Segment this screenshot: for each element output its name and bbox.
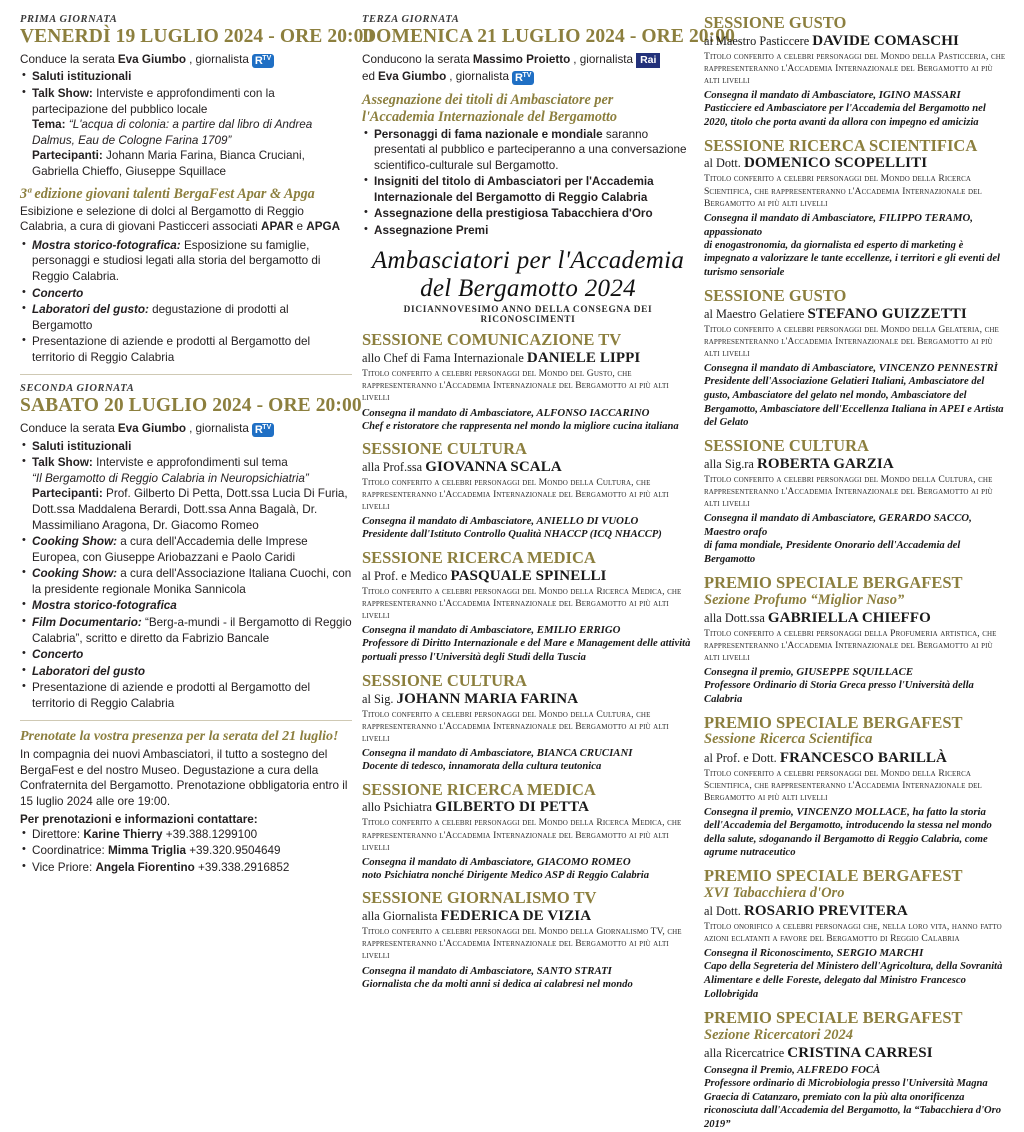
session-note: Professore ordinario di Microbiologia presso l'Università Magna Graecia di Catanzaro, premiato con la più alta onorificenza riconosciuta dall'Accademia del Bergamotto, la “Tabacchiera d'Oro 2019” (704, 1077, 1002, 1131)
item-rest: Interviste e approfondimenti sul tema (92, 456, 288, 470)
recipient-name: DANIELE LIPPI (526, 350, 641, 367)
recipient-prefix: allo Chef di Fama Internazionale (362, 351, 527, 366)
day1-subhead: 3ª edizione giovani talenti BergaFest Apar & Apga (20, 186, 315, 203)
session-note: Professore Ordinario di Storia Greca presso l'Università della Calabria (704, 680, 974, 705)
session-heading: SESSIONE COMUNICAZIONE TV (362, 330, 622, 350)
session-block (704, 867, 1008, 1002)
right-session-list (704, 14, 1008, 1132)
session-block (362, 440, 694, 542)
session-note: dell'Accademia del Bergamotto, introducendo la stessa nel mondo della salute, sdoganando il Bergamotto di Reggio Calabria, come agrume nutraceutico (704, 819, 992, 859)
session-mandate: Consegna il mandato di Ambasciatore, BIANCA CRUCIANI (362, 746, 633, 759)
recipient-prefix: al Maestro Gelatiere (704, 306, 808, 321)
day3-host2-role: , giornalista (449, 70, 509, 84)
session-subheading: Sezione Profumo “Miglior Naso” (704, 591, 905, 608)
session-recipient (704, 305, 1008, 323)
recipient-prefix: al Maestro Pasticcere (704, 33, 813, 48)
session-recipient (704, 609, 1008, 627)
recipient-name: JOHANN MARIA FARINA (396, 690, 579, 707)
list-item (20, 860, 352, 876)
session-note: Chef e ristoratore che rappresenta nel mondo la migliore cucina italiana (362, 420, 679, 432)
session-mandate: Consegna il mandato di Ambasciatore, EMILIO ERRIGO (362, 624, 621, 637)
session-heading: SESSIONE CULTURA (362, 670, 527, 690)
session-heading: SESSIONE RICERCA SCIENTIFICA (704, 135, 978, 155)
item-lead: Saluti istituzionali (32, 70, 132, 84)
day2-kicker: SECONDA GIORNATA (20, 383, 135, 395)
session-block (704, 14, 1008, 130)
session-heading: SESSIONE GUSTO (704, 286, 847, 306)
item-rest: Presentazione di aziende e prodotti al Bergamotto del territorio di Reggio Calabria (32, 681, 311, 710)
item-lead: Cooking Show: (32, 567, 118, 581)
list-item (20, 598, 352, 614)
contact-role: Direttore: (32, 827, 84, 841)
session-block (362, 781, 694, 883)
list-item (20, 566, 352, 597)
recipient-name: FRANCESCO BARILLÀ (779, 749, 947, 766)
session-note: Presidente dell'Associazione Gelatieri Italiani, Ambasciatore del gusto, Ambasciatore del gelato nel mondo, Ambasciatore del Bergamotto, Ambasciatore dell'Eccellenza Italiana in APEI e Artista del Gelato (704, 376, 1004, 429)
item-rest: saranno presentati al pubblico e parteciperanno a una conversazione scientifico-culturale sul Bergamotto. (374, 127, 687, 172)
item-lead: Insigniti del titolo di Ambasciatori per l'Accademia Internazionale del Bergamotto di Reggio Calabria (374, 175, 654, 204)
list-item (20, 439, 352, 455)
contact-heading: Per prenotazioni e informazioni contattare: (20, 812, 258, 826)
session-recipient (704, 1044, 1008, 1062)
rtv-logo-icon: R TV (512, 71, 534, 85)
day2-host-prefix: Conduce la serata (20, 422, 115, 436)
day3-host1-name: Massimo Proietto (472, 53, 571, 66)
list-item (362, 206, 694, 222)
divider (20, 374, 352, 375)
recipient-prefix: alla Sig.ra (704, 456, 757, 471)
session-heading: PREMIO SPECIALE BERGAFEST (704, 1007, 963, 1027)
item-lead: Film Documentario: (32, 615, 142, 629)
session-subheading: Sessione Ricerca Scientifica (704, 731, 873, 748)
session-mandate: Consegna il mandato di Ambasciatore, SANTO STRATI (362, 964, 612, 977)
session-description: Titolo conferito a celebri personaggi del Mondo del Gusto, che rappresenteranno l'Accademia Internazionale del Bergamotto ai più alti livelli (362, 368, 669, 404)
session-heading: PREMIO SPECIALE BERGAFEST (704, 572, 963, 592)
session-heading: SESSIONE CULTURA (362, 439, 527, 459)
day2-host-name: Eva Giumbo (117, 422, 187, 436)
recipient-name: ROSARIO PREVITERA (743, 903, 908, 920)
session-block (362, 549, 694, 665)
item-lead: Laboratori del gusto (32, 664, 145, 678)
session-block (704, 437, 1008, 567)
day2-title: SABATO 20 LUGLIO 2024 - ORE 20:00 (20, 395, 362, 417)
session-note: di enogastronomia, da giornalista ed esperto di marketing è impegnato a valorizzare le tante eccellenze, i territori e gli eventi del turismo sensoriale (704, 239, 1000, 279)
recipient-prefix: alla Prof.ssa (362, 460, 426, 475)
session-mandate: Consegna il mandato di Ambasciatore, GIACOMO ROMEO (362, 855, 631, 868)
recipient-name: GABRIELLA CHIEFFO (767, 609, 931, 626)
list-item (362, 127, 694, 174)
award-title (362, 247, 694, 303)
day1-host-name: Eva Giumbo (117, 53, 187, 66)
session-mandate: Consegna il mandato di Ambasciatore, GERARDO SACCO, Maestro orafo (704, 512, 972, 539)
day3-host-line-1 (362, 52, 694, 67)
award-subtitle: DICIANNOVESIMO ANNO DELLA CONSEGNA DEI RICONOSCIMENTI (403, 305, 653, 326)
recipient-prefix: al Dott. (704, 904, 744, 919)
session-description: Titolo conferito a celebri personaggi del Mondo della Giornalismo TV, che rappresenteranno l'Accademia Internazionale del Bergamotto ai più alti livelli (362, 926, 682, 962)
item-lead: Talk Show: (32, 456, 93, 470)
day3-items (362, 127, 694, 239)
item-rest: Presentazione di aziende e prodotti al Bergamotto del territorio di Reggio Calabria (32, 335, 311, 364)
day3-kicker: TERZA GIORNATA (362, 14, 460, 25)
list-item (20, 647, 352, 663)
item-lead: Mostra storico-fotografica (32, 599, 177, 613)
list-item (20, 302, 352, 333)
session-description: Titolo conferito a celebri personaggi della Profumeria artistica, che rappresenteranno l'Accademia Internazionale del Bergamotto ai più alti livelli (704, 627, 997, 663)
recipient-prefix: al Prof. e Medico (362, 568, 451, 583)
session-recipient (704, 902, 1008, 920)
session-mandate: Consegna il mandato di Ambasciatore, VINCENZO PENNESTRÌ (704, 362, 998, 375)
session-note: Professore di Diritto Internazionale e del Mare e Management delle attività portuali presso l'Università degli Studi della Tuscia (362, 638, 691, 663)
day2-items2 (20, 534, 352, 711)
partecipanti-label: Partecipanti: (32, 487, 103, 501)
session-recipient (362, 567, 694, 585)
list-item (20, 615, 352, 646)
item-lead: Concerto (32, 286, 84, 300)
session-heading: PREMIO SPECIALE BERGAFEST (704, 866, 963, 886)
rtv-logo-icon: R TV (252, 423, 274, 437)
award-title-line2: del Bergamotto 2024 (420, 275, 636, 303)
session-recipient (362, 458, 694, 476)
column-days (20, 14, 374, 874)
session-mandate: Consegna il Riconoscimento, SERGIO MARCHI (704, 947, 924, 960)
session-description: Titolo conferito a celebri personaggi del Mondo della Cultura, che rappresenteranno l'Accademia Internazionale del Bergamotto ai più alti livelli (704, 473, 993, 510)
session-block (704, 287, 1008, 430)
partecipanti-text: Johann Maria Farina, Bianca Cruciani, Gabriella Chieffo, Giuseppe Squillace (32, 149, 305, 178)
session-note: Docente di tedesco, innamorata della cultura teutonica (362, 760, 602, 772)
recipient-prefix: alla Ricercatrice (704, 1045, 788, 1060)
list-item (20, 455, 352, 533)
list-item (362, 223, 694, 239)
day1-kicker: PRIMA GIORNATA (20, 14, 118, 25)
session-note: Giornalista che da molti anni si dedica ai calabresi nel mondo (362, 978, 633, 990)
session-note: Pasticciere ed Ambasciatore per l'Accademia del Bergamotto nel 2020, titolo che porta avanti da allora con impegno ed amicizia (704, 103, 986, 128)
item-lead: Cooking Show: (32, 535, 118, 549)
session-mandate: Consegna il premio, VINCENZO MOLLACE, ha fatto la storia (704, 805, 986, 818)
day3-host-line-2 (362, 69, 694, 84)
column-awards (704, 13, 1008, 1131)
contact-name: Angela Fiorentino (95, 860, 195, 874)
day2-tema-text: “Il Bergamotto di Reggio Calabria in Neuropsichiatria” (32, 471, 309, 485)
session-description: Titolo conferito a celebri personaggi del Mondo della Cultura, che rappresenteranno l'Accademia Internazionale del Bergamotto ai più alti livelli (362, 477, 669, 513)
session-block (704, 137, 1008, 280)
rtv-logo-icon: R TV (252, 54, 274, 68)
list-item (20, 238, 352, 285)
contact-name: Mimma Triglia (108, 844, 186, 858)
session-block (704, 574, 1008, 707)
item-rest: Interviste e approfondimenti con la partecipazione del pubblico locale (32, 87, 275, 116)
session-mandate: Consegna il Premio, ALFREDO FOCÀ (704, 1063, 881, 1076)
recipient-name: ROBERTA GARZIA (756, 455, 894, 472)
list-item (20, 843, 352, 859)
session-mandate: Consegna il premio, GIUSEPPE SQUILLACE (704, 666, 914, 679)
list-item (20, 69, 352, 85)
session-note: di fama mondiale, Presidente Onorario dell'Accademia del Bergamotto (704, 540, 961, 566)
session-note: Capo della Segreteria del Ministero dell'Agricoltura, della Sovranità Alimentare e delle Foreste, delegato dal Ministro Francesco Lollobrigida (704, 961, 1003, 1001)
session-recipient (362, 690, 694, 708)
recipient-name: CRISTINA CARRESI (787, 1044, 933, 1061)
partecipanti-text: Prof. Gilberto Di Petta, Dott.ssa Lucia Di Furia, Dott.ssa Maddalena Berardi, Dott.ssa Anna Bagalà, Dr. Massimiliano Aragona, Dr. Giacomo Romeo (32, 487, 348, 532)
session-description: Titolo conferito a celebri personaggi del Mondo della Ricerca Medica, che rappresenteranno l'Accademia Internazionale del Bergamotto ai più alti livelli (362, 585, 682, 622)
recipient-prefix: allo Psichiatra (362, 800, 436, 815)
mid-session-list (362, 331, 694, 991)
day1-items (20, 69, 352, 179)
tema-text: “L'acqua di colonia: a partire dal libro di Andrea Dalmus, Eau de Cologne Farina 1709” (32, 118, 313, 147)
session-description: Titolo onorifico a celebri personaggi che, nella loro vita, hanno fatto azioni eclatanti a favore del Bergamotto di Reggio Calabria (704, 921, 1002, 945)
session-description: Titolo conferito a celebri personaggi del Mondo della Ricerca Scientifica, che rappresenteranno l'Accademia Internazionale del Bergamotto ai più alti livelli (704, 173, 982, 209)
item-rest: Esposizione su famiglie, personaggi e studiosi legati alla storia del bergamotto di Reggio Calabria. (32, 238, 321, 283)
day1-block (20, 14, 374, 365)
day1-host-line (20, 52, 352, 67)
recipient-name: FEDERICA DE VIZIA (440, 908, 592, 925)
session-recipient (704, 749, 1008, 767)
list-item (20, 534, 352, 565)
recipient-name: STEFANO GUIZZETTI (807, 305, 967, 322)
item-rest: degustazione di prodotti al Bergamotto (32, 303, 289, 332)
contact-role: Vice Priore: (32, 860, 96, 874)
session-recipient (704, 32, 1008, 50)
session-mandate: Consegna il mandato di Ambasciatore, FILIPPO TERAMO, appassionato (704, 211, 973, 238)
session-heading: PREMIO SPECIALE BERGAFEST (704, 712, 963, 732)
session-description: Titolo conferito a celebri personaggi del Mondo della Ricerca Scientifica, che rappresenteranno l'Accademia Internazionale del Bergamotto ai più alti livelli (704, 767, 982, 803)
item-rest: a cura dell'Accademia delle Imprese Europea, con Giuseppe Ariobazzani e Paolo Caridi (32, 535, 308, 564)
recipient-prefix: al Dott. (704, 156, 744, 171)
day2-block (20, 383, 362, 711)
contact-name: Karine Thierry (83, 827, 163, 841)
session-note: noto Psichiatra nonché Dirigente Medico ASP di Reggio Calabria (362, 869, 650, 881)
day1-title: VENERDÌ 19 LUGLIO 2024 - ORE 20:00 (20, 26, 374, 47)
day1-sub-para: Esibizione e selezione di dolci al Bergamotto di Reggio Calabria, a cura di giovani Pasticceri associati APAR e APGA (20, 204, 341, 234)
session-mandate: Consegna il mandato di Ambasciatore, ANIELLO DI VUOLO (362, 515, 639, 528)
session-mandate: Consegna il mandato di Ambasciatore, ALFONSO IACCARINO (362, 406, 650, 419)
day2-items (20, 439, 352, 533)
session-heading: SESSIONE GIORNALISMO TV (362, 888, 597, 908)
session-description: Titolo conferito a celebri personaggi del Mondo della Cultura, che rappresenteranno l'Accademia Internazionale del Bergamotto ai più alti livelli (362, 708, 669, 744)
item-lead: Assegnazione della prestigiosa Tabacchiera d'Oro (374, 207, 653, 221)
item-lead: Assegnazione Premi (374, 223, 489, 237)
recipient-name: GILBERTO DI PETTA (435, 799, 590, 816)
day3-host1-role: , giornalista (573, 53, 634, 66)
list-item (20, 286, 352, 302)
day3-title: DOMENICA 21 LUGLIO 2024 - ORE 20:00 (362, 26, 735, 47)
day3-host2-prefix: ed (362, 70, 376, 84)
session-subheading: Sezione Ricercatori 2024 (704, 1026, 854, 1043)
recipient-prefix: al Prof. e Dott. (704, 750, 780, 765)
day3-host-prefix: Conducono la serata (362, 53, 470, 66)
contact-phone[interactable]: +39.320.9504649 (185, 844, 281, 858)
day3-subhead-line1: Assegnazione dei titoli di Ambasciatore per (362, 91, 614, 108)
tema-label: Tema: (32, 118, 66, 132)
session-block (704, 1009, 1008, 1132)
list-item (20, 334, 352, 365)
session-mandate: Consegna il mandato di Ambasciatore, IGINO MASSARI (704, 89, 961, 102)
day1-host-role: , giornalista (189, 53, 249, 66)
day2-host-role: , giornalista (189, 422, 249, 436)
session-recipient (362, 907, 694, 925)
day1-host-prefix: Conduce la serata (20, 53, 115, 66)
list-item (20, 664, 352, 680)
item-lead: Saluti istituzionali (32, 439, 132, 453)
list-item (20, 827, 352, 843)
divider (20, 720, 352, 721)
item-lead: Laboratori del gusto: (32, 303, 149, 317)
session-heading: SESSIONE GUSTO (704, 13, 847, 32)
session-block (362, 672, 694, 774)
recipient-prefix: al Sig. (362, 691, 397, 706)
apar-label: APAR (261, 220, 294, 234)
list-item (362, 174, 694, 205)
session-heading: SESSIONE RICERCA MEDICA (362, 548, 596, 568)
day3-host2-name: Eva Giumbo (378, 70, 447, 84)
session-recipient (362, 798, 694, 816)
recipient-name: GIOVANNA SCALA (425, 459, 562, 476)
session-description: Titolo conferito a celebri personaggi del Mondo della Ricerca Medica, che rappresenteranno l'Accademia Internazionale del Bergamotto ai più alti livelli (362, 817, 682, 853)
session-description: Titolo conferito a celebri personaggi del Mondo della Gelateria, che rappresenteranno l'Accademia Internazionale del Bergamotto ai più alti livelli (704, 323, 999, 359)
promo-body: In compagnia dei nuovi Ambasciatori, il tutto a sostegno del BergaFest e del nostro Museo. Degustazione a cura della Confraternita del Bergamotto. Prenotazione obbligatoria entro il 15 luglio 2024 alle ore 19:00. (20, 748, 348, 809)
contact-phone[interactable]: +39.338.2916852 (194, 860, 290, 874)
recipient-prefix: alla Giornalista (362, 909, 441, 924)
session-heading: SESSIONE CULTURA (704, 436, 869, 456)
session-recipient (362, 349, 694, 367)
item-rest: a cura dell'Associazione Italiana Cuochi, con la presidente regionale Monika Sannicola (32, 567, 352, 596)
day2-host-line (20, 421, 352, 436)
session-recipient (704, 455, 1008, 473)
promo-heading: Prenotate la vostra presenza per la serata del 21 luglio! (20, 729, 339, 745)
promo-block (20, 729, 352, 875)
recipient-name: PASQUALE SPINELLI (450, 567, 607, 584)
contact-role: Coordinatrice: (32, 844, 109, 858)
session-heading: SESSIONE RICERCA MEDICA (362, 779, 596, 799)
item-lead: Talk Show: (32, 87, 93, 100)
session-block (362, 889, 694, 991)
session-recipient (704, 154, 1008, 172)
partecipanti-label: Partecipanti: (32, 149, 103, 163)
item-lead: Mostra storico-fotografica: (32, 238, 181, 252)
session-block (362, 331, 694, 433)
apga-label: APGA (306, 220, 341, 234)
rai-logo-icon: Rai (636, 53, 660, 68)
contact-list (20, 827, 352, 876)
item-lead: Personaggi di fama nazionale e mondiale (374, 127, 603, 141)
recipient-prefix: alla Dott.ssa (704, 610, 768, 625)
award-title-line1: Ambasciatori per l'Accademia (371, 247, 685, 275)
session-block (704, 714, 1008, 861)
item-rest: “Berg-a-mundi - il Bergamotto di Reggio Calabria”, scritto e diretto da Fabrizio Bancale (32, 615, 352, 645)
session-description: Titolo conferito a celebri personaggi del Mondo della Pasticceria, che rappresenteranno l'Accademia Internazionale del Bergamotto ai più alti livelli (704, 50, 1006, 86)
recipient-name: DAVIDE COMASCHI (812, 32, 959, 49)
session-subheading: XVI Tabacchiera d'Oro (704, 885, 845, 902)
day3-subhead-line2: l'Accademia Internazionale del Bergamotto (362, 109, 617, 126)
session-note: Presidente dall'Istituto Controllo Qualità NHACCP (ICQ NHACCP) (362, 529, 662, 541)
list-item (20, 680, 352, 711)
day1-items2 (20, 238, 352, 366)
contact-phone[interactable]: +39.388.1299100 (162, 827, 258, 841)
recipient-name: DOMENICO SCOPELLITI (743, 155, 928, 172)
item-lead: Concerto (32, 648, 84, 662)
list-item (20, 86, 352, 179)
